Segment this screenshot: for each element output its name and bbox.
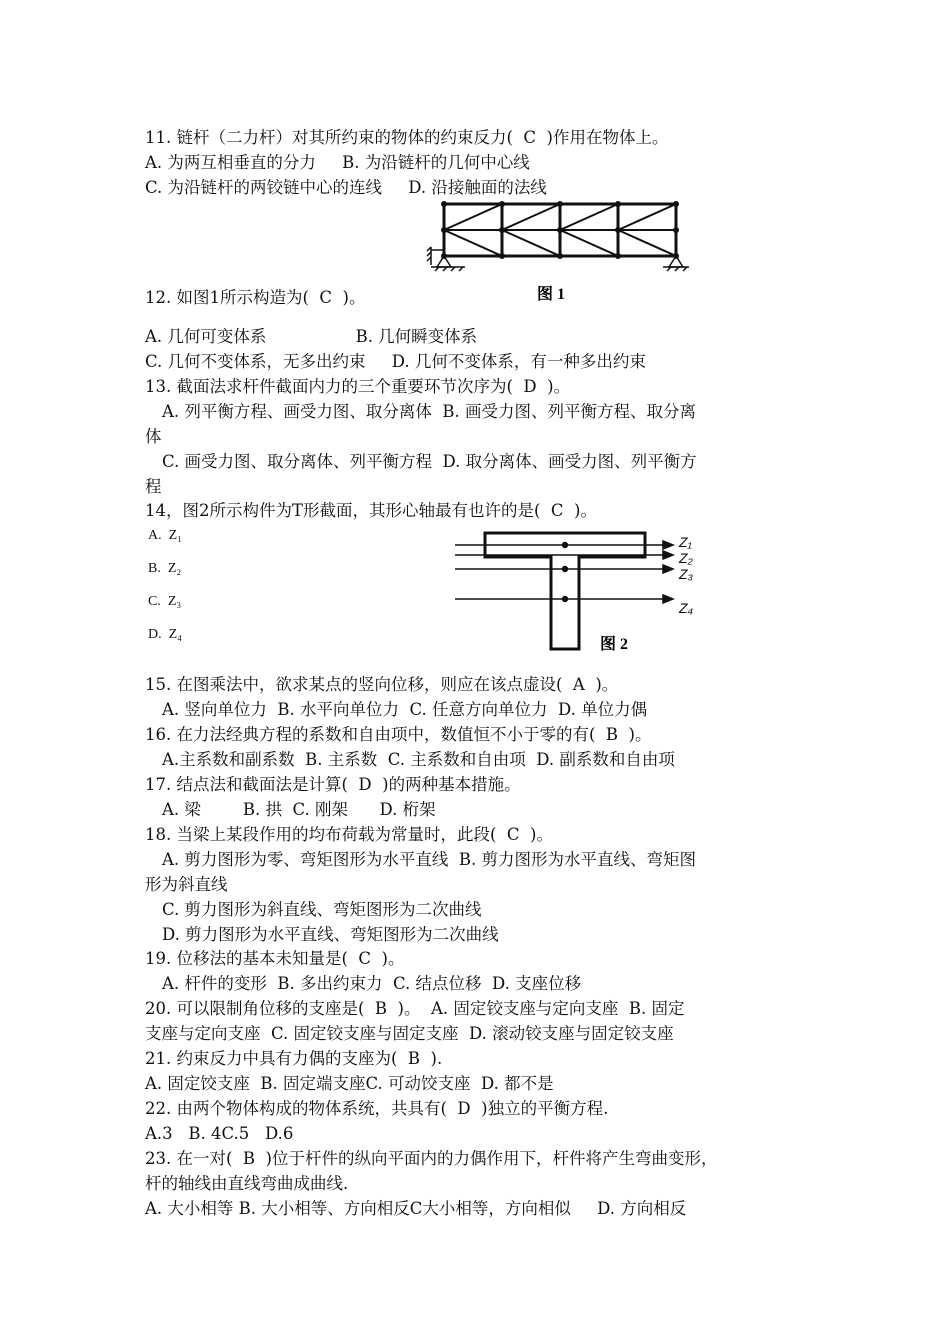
q18-option-c: C. 剪力图形为斜直线、弯矩图形为二次曲线 bbox=[162, 900, 482, 919]
q20-options-wrap: 支座与定向支座 C. 固定铰支座与固定支座 D. 滚动铰支座与固定铰支座 bbox=[145, 1024, 674, 1043]
q23-stem-wrap: 杆的轴线由直线弯曲成曲线. bbox=[145, 1174, 349, 1193]
q20-stem: 20. 可以限制角位移的支座是( B )。 A. 固定铰支座与定向支座 B. 固定 bbox=[145, 999, 685, 1018]
q13-options-ab-wrap: 体 bbox=[145, 427, 162, 446]
q12-stem: 12. 如图1所示构造为( C )。 bbox=[145, 288, 366, 307]
q12-options-cd: C. 几何不变体系，无多出约束 D. 几何不变体系，有一种多出约束 bbox=[145, 352, 646, 371]
q19-options: A. 杆件的变形 B. 多出约束力 C. 结点位移 D. 支座位移 bbox=[162, 974, 582, 993]
figure-1-label: 图 1 bbox=[537, 286, 566, 303]
q22-stem: 22. 由两个物体构成的物体系统，共具有( D )独立的平衡方程. bbox=[145, 1099, 609, 1118]
q14-option-b: B. Z₂ bbox=[148, 561, 182, 576]
figure-1-truss bbox=[425, 195, 695, 305]
q13-options-cd-wrap: 程 bbox=[145, 477, 162, 496]
axis-z3-label: Z₃ bbox=[679, 566, 694, 582]
axis-z4-label: Z₄ bbox=[679, 600, 694, 616]
q13-options-ab: A. 列平衡方程、画受力图、取分离体 B. 画受力图、列平衡方程、取分离 bbox=[162, 402, 697, 421]
q13-stem: 13. 截面法求杆件截面内力的三个重要环节次序为( D )。 bbox=[145, 377, 571, 396]
q23-options: A. 大小相等 B. 大小相等、方向相反C大小相等，方向相似 D. 方向相反 bbox=[145, 1199, 687, 1218]
q11-options-ab: A. 为两互相垂直的分力 B. 为沿链杆的几何中心线 bbox=[145, 153, 530, 172]
q15-stem: 15. 在图乘法中，欲求某点的竖向位移，则应在该点虚设( A )。 bbox=[145, 675, 619, 694]
q17-options: A. 梁 B. 拱 C. 刚架 D. 桁架 bbox=[162, 800, 436, 819]
q13-options-cd: C. 画受力图、取分离体、列平衡方程 D. 取分离体、画受力图、列平衡方 bbox=[162, 452, 697, 471]
q12-options-ab: A. 几何可变体系 B. 几何瞬变体系 bbox=[145, 327, 478, 346]
q21-stem: 21. 约束反力中具有力偶的支座为( B ). bbox=[145, 1049, 443, 1068]
q14-option-d: D. Z₄ bbox=[148, 627, 183, 642]
q11-stem: 11. 链杆（二力杆）对其所约束的物体的约束反力( C )作用在物体上。 bbox=[145, 128, 669, 147]
q19-stem: 19. 位移法的基本未知量是( C )。 bbox=[145, 949, 405, 968]
q18-options-ab-wrap: 形为斜直线 bbox=[145, 875, 228, 894]
figure-2-label: 图 2 bbox=[600, 636, 629, 653]
q16-options: A.主系数和副系数 B. 主系数 C. 主系数和自由项 D. 副系数和自由项 bbox=[162, 750, 675, 769]
q22-options: A.3 B. 4C.5 D.6 bbox=[145, 1124, 294, 1143]
q17-stem: 17. 结点法和截面法是计算( D )的两种基本措施。 bbox=[145, 775, 521, 794]
q14-option-c: C. Z₃ bbox=[148, 594, 182, 609]
axis-z2-label: Z₂ bbox=[679, 550, 693, 566]
q11-options-cd: C. 为沿链杆的两铰链中心的连线 D. 沿接触面的法线 bbox=[145, 178, 547, 197]
q18-option-d: D. 剪力图形为水平直线、弯矩图形为二次曲线 bbox=[162, 925, 499, 944]
axis-z1-label: Z₁ bbox=[679, 534, 692, 550]
q23-stem: 23. 在一对( B )位于杆件的纵向平面内的力偶作用下，杆件将产生弯曲变形， bbox=[145, 1149, 718, 1168]
q21-options: A. 固定饺支座 B. 固定端支座C. 可动饺支座 D. 都不是 bbox=[145, 1074, 554, 1093]
q16-stem: 16. 在力法经典方程的系数和自由项中，数值恒不小于零的有( B )。 bbox=[145, 725, 652, 744]
q14-option-a: A. Z₁ bbox=[148, 528, 183, 543]
figure-2-t-section bbox=[455, 525, 715, 660]
q14-stem: 14，图2所示构件为T形截面，其形心轴最有也许的是( C )。 bbox=[145, 501, 597, 520]
q18-stem: 18. 当梁上某段作用的均布荷载为常量时，此段( C )。 bbox=[145, 825, 553, 844]
q18-options-ab: A. 剪力图形为零、弯矩图形为水平直线 B. 剪力图形为水平直线、弯矩图 bbox=[162, 850, 697, 869]
q15-options: A. 竖向单位力 B. 水平向单位力 C. 任意方向单位力 D. 单位力偶 bbox=[162, 700, 648, 719]
